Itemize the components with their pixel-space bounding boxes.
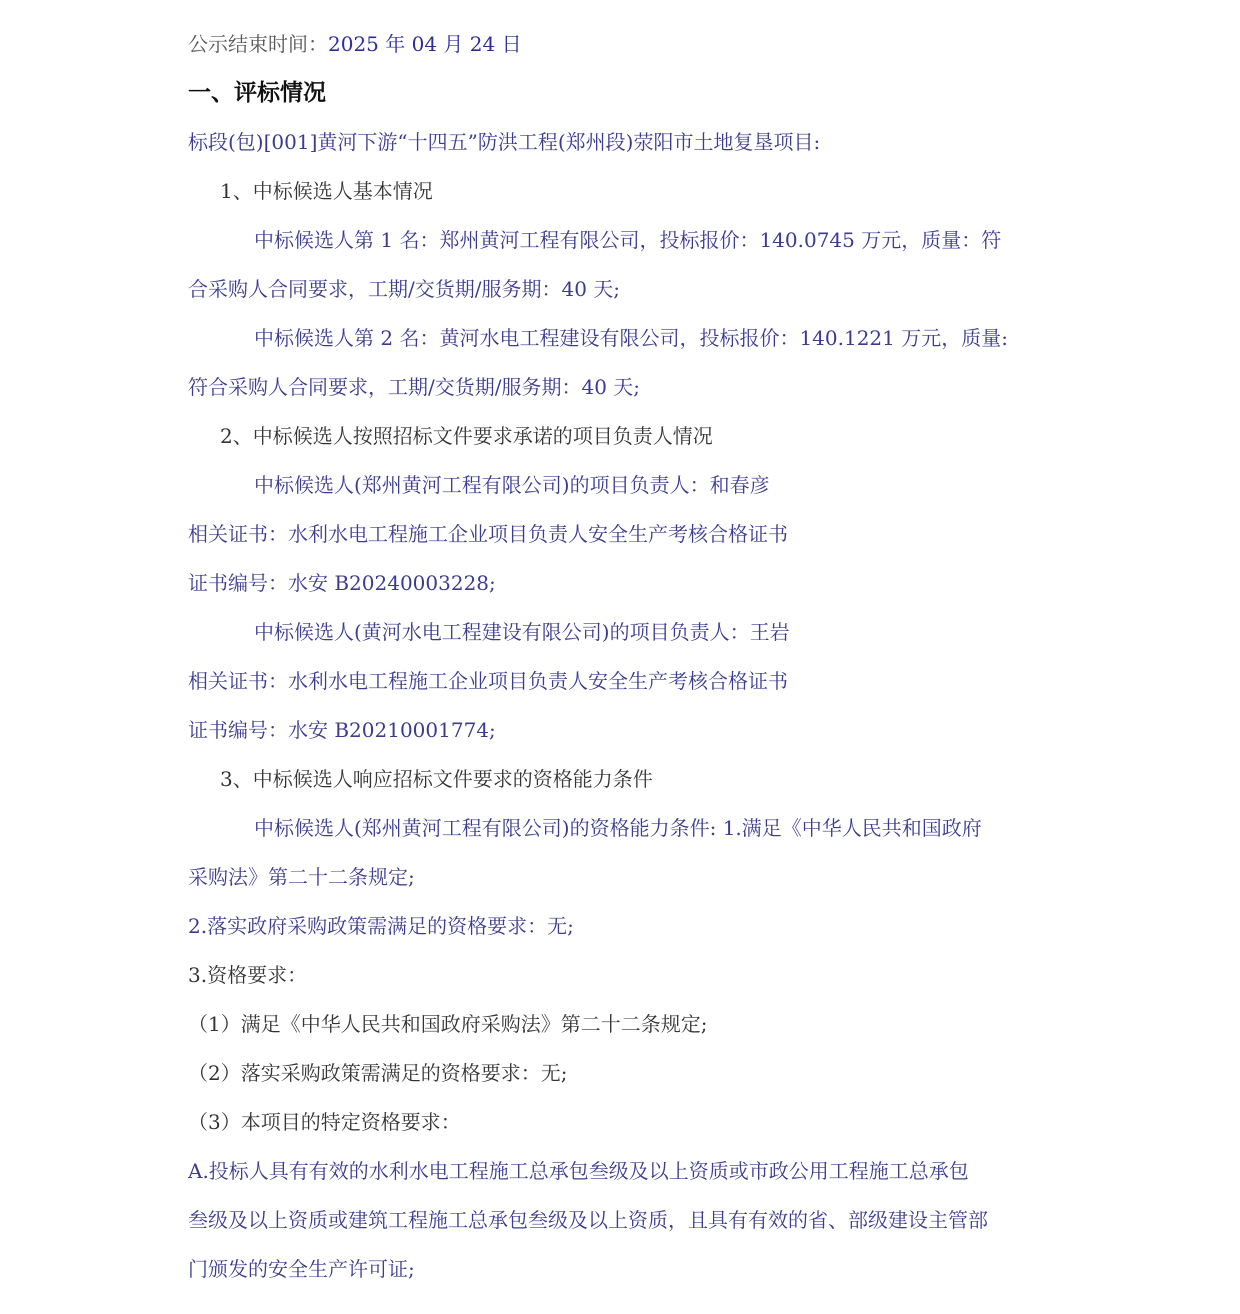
qualification-line1: 中标候选人(郑州黄河工程有限公司)的资格能力条件: 1.满足《中华人民共和国政府 <box>254 816 982 840</box>
qualification-sub1: （1）满足《中华人民共和国政府采购法》第二十二条规定; <box>188 1012 708 1036</box>
qualification-line2: 采购法》第二十二条规定; <box>188 865 415 889</box>
qualification-sub2: （2）落实采购政策需满足的资格要求：无; <box>188 1061 568 1085</box>
part3-title: 3、中标候选人响应招标文件要求的资格能力条件 <box>220 767 653 791</box>
notice-end-date: 2025 年 04 月 24 日 <box>328 32 522 56</box>
candidate1-line1: 中标候选人第 1 名：郑州黄河工程有限公司，投标报价：140.0745 万元，质量：符 <box>254 228 1002 252</box>
qualification-itemA-line3: 门颁发的安全生产许可证; <box>188 1257 415 1281</box>
qualification-item3: 3.资格要求： <box>188 963 308 987</box>
part1-title: 1、中标候选人基本情况 <box>220 179 433 203</box>
cert1-number: 证书编号：水安 B20240003228; <box>188 571 496 595</box>
part2-title: 2、中标候选人按照招标文件要求承诺的项目负责人情况 <box>220 424 713 448</box>
cert2-line: 相关证书：水利水电工程施工企业项目负责人安全生产考核合格证书 <box>188 669 788 693</box>
qualification-sub3: （3）本项目的特定资格要求： <box>188 1110 461 1134</box>
cert1-line: 相关证书：水利水电工程施工企业项目负责人安全生产考核合格证书 <box>188 522 788 546</box>
manager2-line: 中标候选人(黄河水电工程建设有限公司)的项目负责人：王岩 <box>254 620 790 644</box>
candidate2-line2: 符合采购人合同要求，工期/交货期/服务期：40 天; <box>188 375 641 399</box>
section-title: 一、评标情况 <box>188 80 326 106</box>
lot-title: 标段(包)[001]黄河下游“十四五”防洪工程(郑州段)荥阳市土地复垦项目: <box>188 130 821 154</box>
candidate1-line2: 合采购人合同要求，工期/交货期/服务期：40 天; <box>188 277 621 301</box>
notice-end-label: 公示结束时间： <box>188 32 328 56</box>
qualification-item2: 2.落实政府采购政策需满足的资格要求：无; <box>188 914 574 938</box>
manager1-line: 中标候选人(郑州黄河工程有限公司)的项目负责人：和春彦 <box>254 473 770 497</box>
candidate2-line1: 中标候选人第 2 名：黄河水电工程建设有限公司，投标报价：140.1221 万元，质量: <box>254 326 1008 350</box>
cert2-number: 证书编号：水安 B20210001774; <box>188 718 496 742</box>
qualification-itemA-line2: 叁级及以上资质或建筑工程施工总承包叁级及以上资质，且具有有效的省、部级建设主管部 <box>188 1208 988 1232</box>
notice-end-line <box>188 20 1058 69</box>
qualification-itemA-line1: A.投标人具有有效的水利水电工程施工总承包叁级及以上资质或市政公用工程施工总承包 <box>188 1159 969 1183</box>
document-body <box>188 20 1058 1294</box>
